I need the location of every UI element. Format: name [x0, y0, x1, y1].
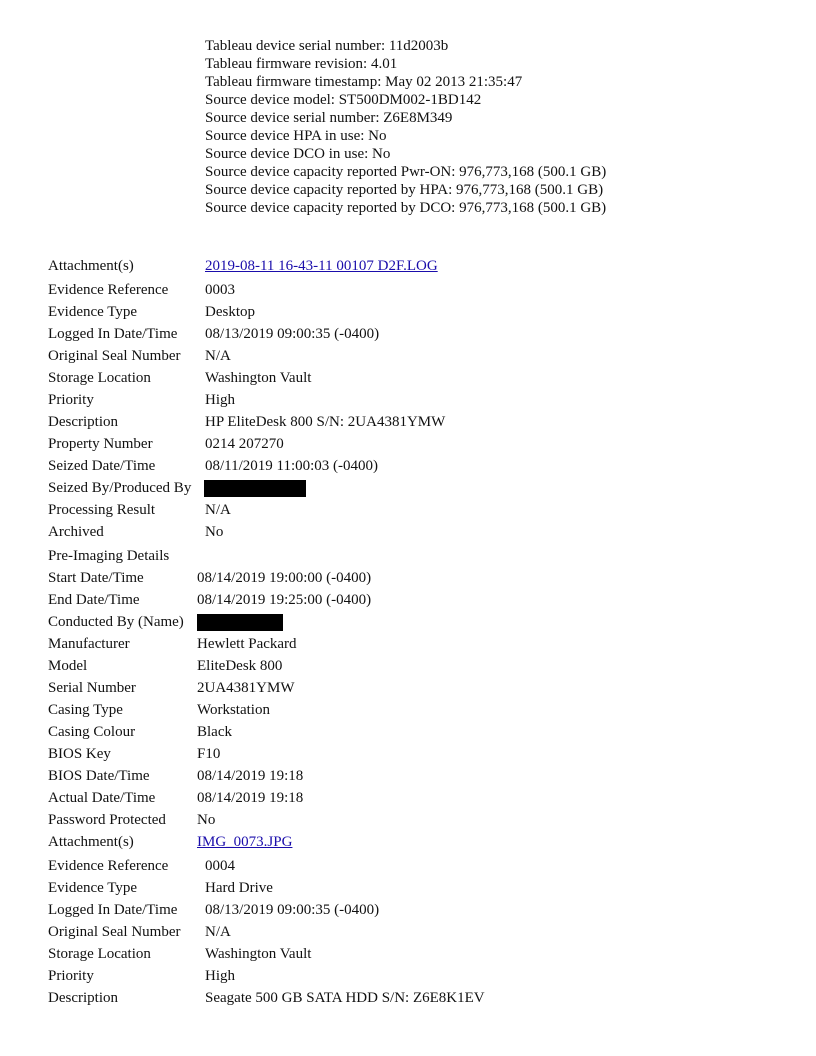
field-label: Evidence Reference	[48, 282, 169, 298]
field-value: 08/14/2019 19:00:00 (-0400)	[197, 570, 372, 586]
field-label: Seized Date/Time	[48, 458, 156, 474]
field-value: Workstation	[197, 702, 270, 718]
field-label: Model	[48, 658, 88, 674]
field-value: Washington Vault	[205, 946, 312, 962]
field-label: Priority	[48, 968, 94, 984]
attachment-image-link[interactable]: IMG_0073.JPG	[197, 834, 293, 850]
attachment-label: Attachment(s)	[48, 258, 134, 274]
field-value: F10	[197, 746, 221, 762]
field-value: Seagate 500 GB SATA HDD S/N: Z6E8K1EV	[205, 990, 485, 1006]
log-line: Source device serial number: Z6E8M349	[205, 110, 453, 126]
field-label: Casing Type	[48, 702, 123, 718]
log-line: Source device HPA in use: No	[205, 128, 387, 144]
attachment-label: Attachment(s)	[48, 834, 134, 850]
field-value: 0004	[205, 858, 235, 874]
attachment-log-link[interactable]: 2019-08-11 16-43-11 00107 D2F.LOG	[205, 258, 438, 274]
field-label: End Date/Time	[48, 592, 140, 608]
field-value: 08/14/2019 19:18	[197, 768, 304, 784]
field-label: Manufacturer	[48, 636, 130, 652]
log-line: Source device model: ST500DM002-1BD142	[205, 92, 482, 108]
field-label: Conducted By (Name)	[48, 614, 184, 630]
field-label: Description	[48, 414, 118, 430]
log-line: Tableau firmware timestamp: May 02 2013 21:35:47	[205, 74, 523, 90]
field-label: Archived	[48, 524, 104, 540]
log-line: Source device DCO in use: No	[205, 146, 391, 162]
field-value: No	[197, 812, 216, 828]
field-label: Original Seal Number	[48, 924, 181, 940]
field-value: Desktop	[205, 304, 255, 320]
field-value: 08/14/2019 19:25:00 (-0400)	[197, 592, 372, 608]
field-label: Processing Result	[48, 502, 156, 518]
field-value: Black	[197, 724, 232, 740]
field-label: BIOS Key	[48, 746, 111, 762]
field-label: BIOS Date/Time	[48, 768, 150, 784]
field-value: Washington Vault	[205, 370, 312, 386]
redaction-box	[204, 480, 306, 497]
field-label: Logged In Date/Time	[48, 902, 178, 918]
field-label: Storage Location	[48, 370, 151, 386]
field-value: High	[205, 968, 235, 984]
log-line: Source device capacity reported by DCO: 976,773,168 (500.1 GB)	[205, 200, 607, 216]
field-label: Evidence Reference	[48, 858, 169, 874]
field-value: 08/11/2019 11:00:03 (-0400)	[205, 458, 379, 474]
section-heading: Pre-Imaging Details	[48, 548, 170, 564]
field-label: Seized By/Produced By	[48, 480, 192, 496]
log-line: Source device capacity reported Pwr-ON: 976,773,168 (500.1 GB)	[205, 164, 607, 180]
field-value: N/A	[205, 924, 231, 940]
log-line: Source device capacity reported by HPA: 976,773,168 (500.1 GB)	[205, 182, 604, 198]
field-label: Start Date/Time	[48, 570, 144, 586]
log-line: Tableau device serial number: 11d2003b	[205, 38, 449, 54]
field-value: 0214 207270	[205, 436, 284, 452]
field-value: N/A	[205, 502, 231, 518]
field-label: Serial Number	[48, 680, 136, 696]
field-label: Evidence Type	[48, 304, 138, 320]
field-label: Actual Date/Time	[48, 790, 156, 806]
field-label: Casing Colour	[48, 724, 136, 740]
field-value: 0003	[205, 282, 235, 298]
field-label: Evidence Type	[48, 880, 138, 896]
field-value: 08/13/2019 09:00:35 (-0400)	[205, 326, 380, 342]
field-label: Password Protected	[48, 812, 166, 828]
log-line: Tableau firmware revision: 4.01	[205, 56, 398, 72]
redaction-box	[197, 614, 283, 631]
field-value: 08/14/2019 19:18	[197, 790, 304, 806]
field-value: 2UA4381YMW	[197, 680, 295, 696]
field-value: EliteDesk 800	[197, 658, 283, 674]
field-label: Original Seal Number	[48, 348, 181, 364]
field-value: Hard Drive	[205, 880, 273, 896]
field-value: N/A	[205, 348, 231, 364]
field-label: Logged In Date/Time	[48, 326, 178, 342]
field-label: Description	[48, 990, 118, 1006]
field-label: Storage Location	[48, 946, 151, 962]
field-value: High	[205, 392, 235, 408]
field-label: Property Number	[48, 436, 153, 452]
field-value: HP EliteDesk 800 S/N: 2UA4381YMW	[205, 414, 446, 430]
field-value: Hewlett Packard	[197, 636, 297, 652]
field-label: Priority	[48, 392, 94, 408]
field-value: 08/13/2019 09:00:35 (-0400)	[205, 902, 380, 918]
field-value: No	[205, 524, 224, 540]
